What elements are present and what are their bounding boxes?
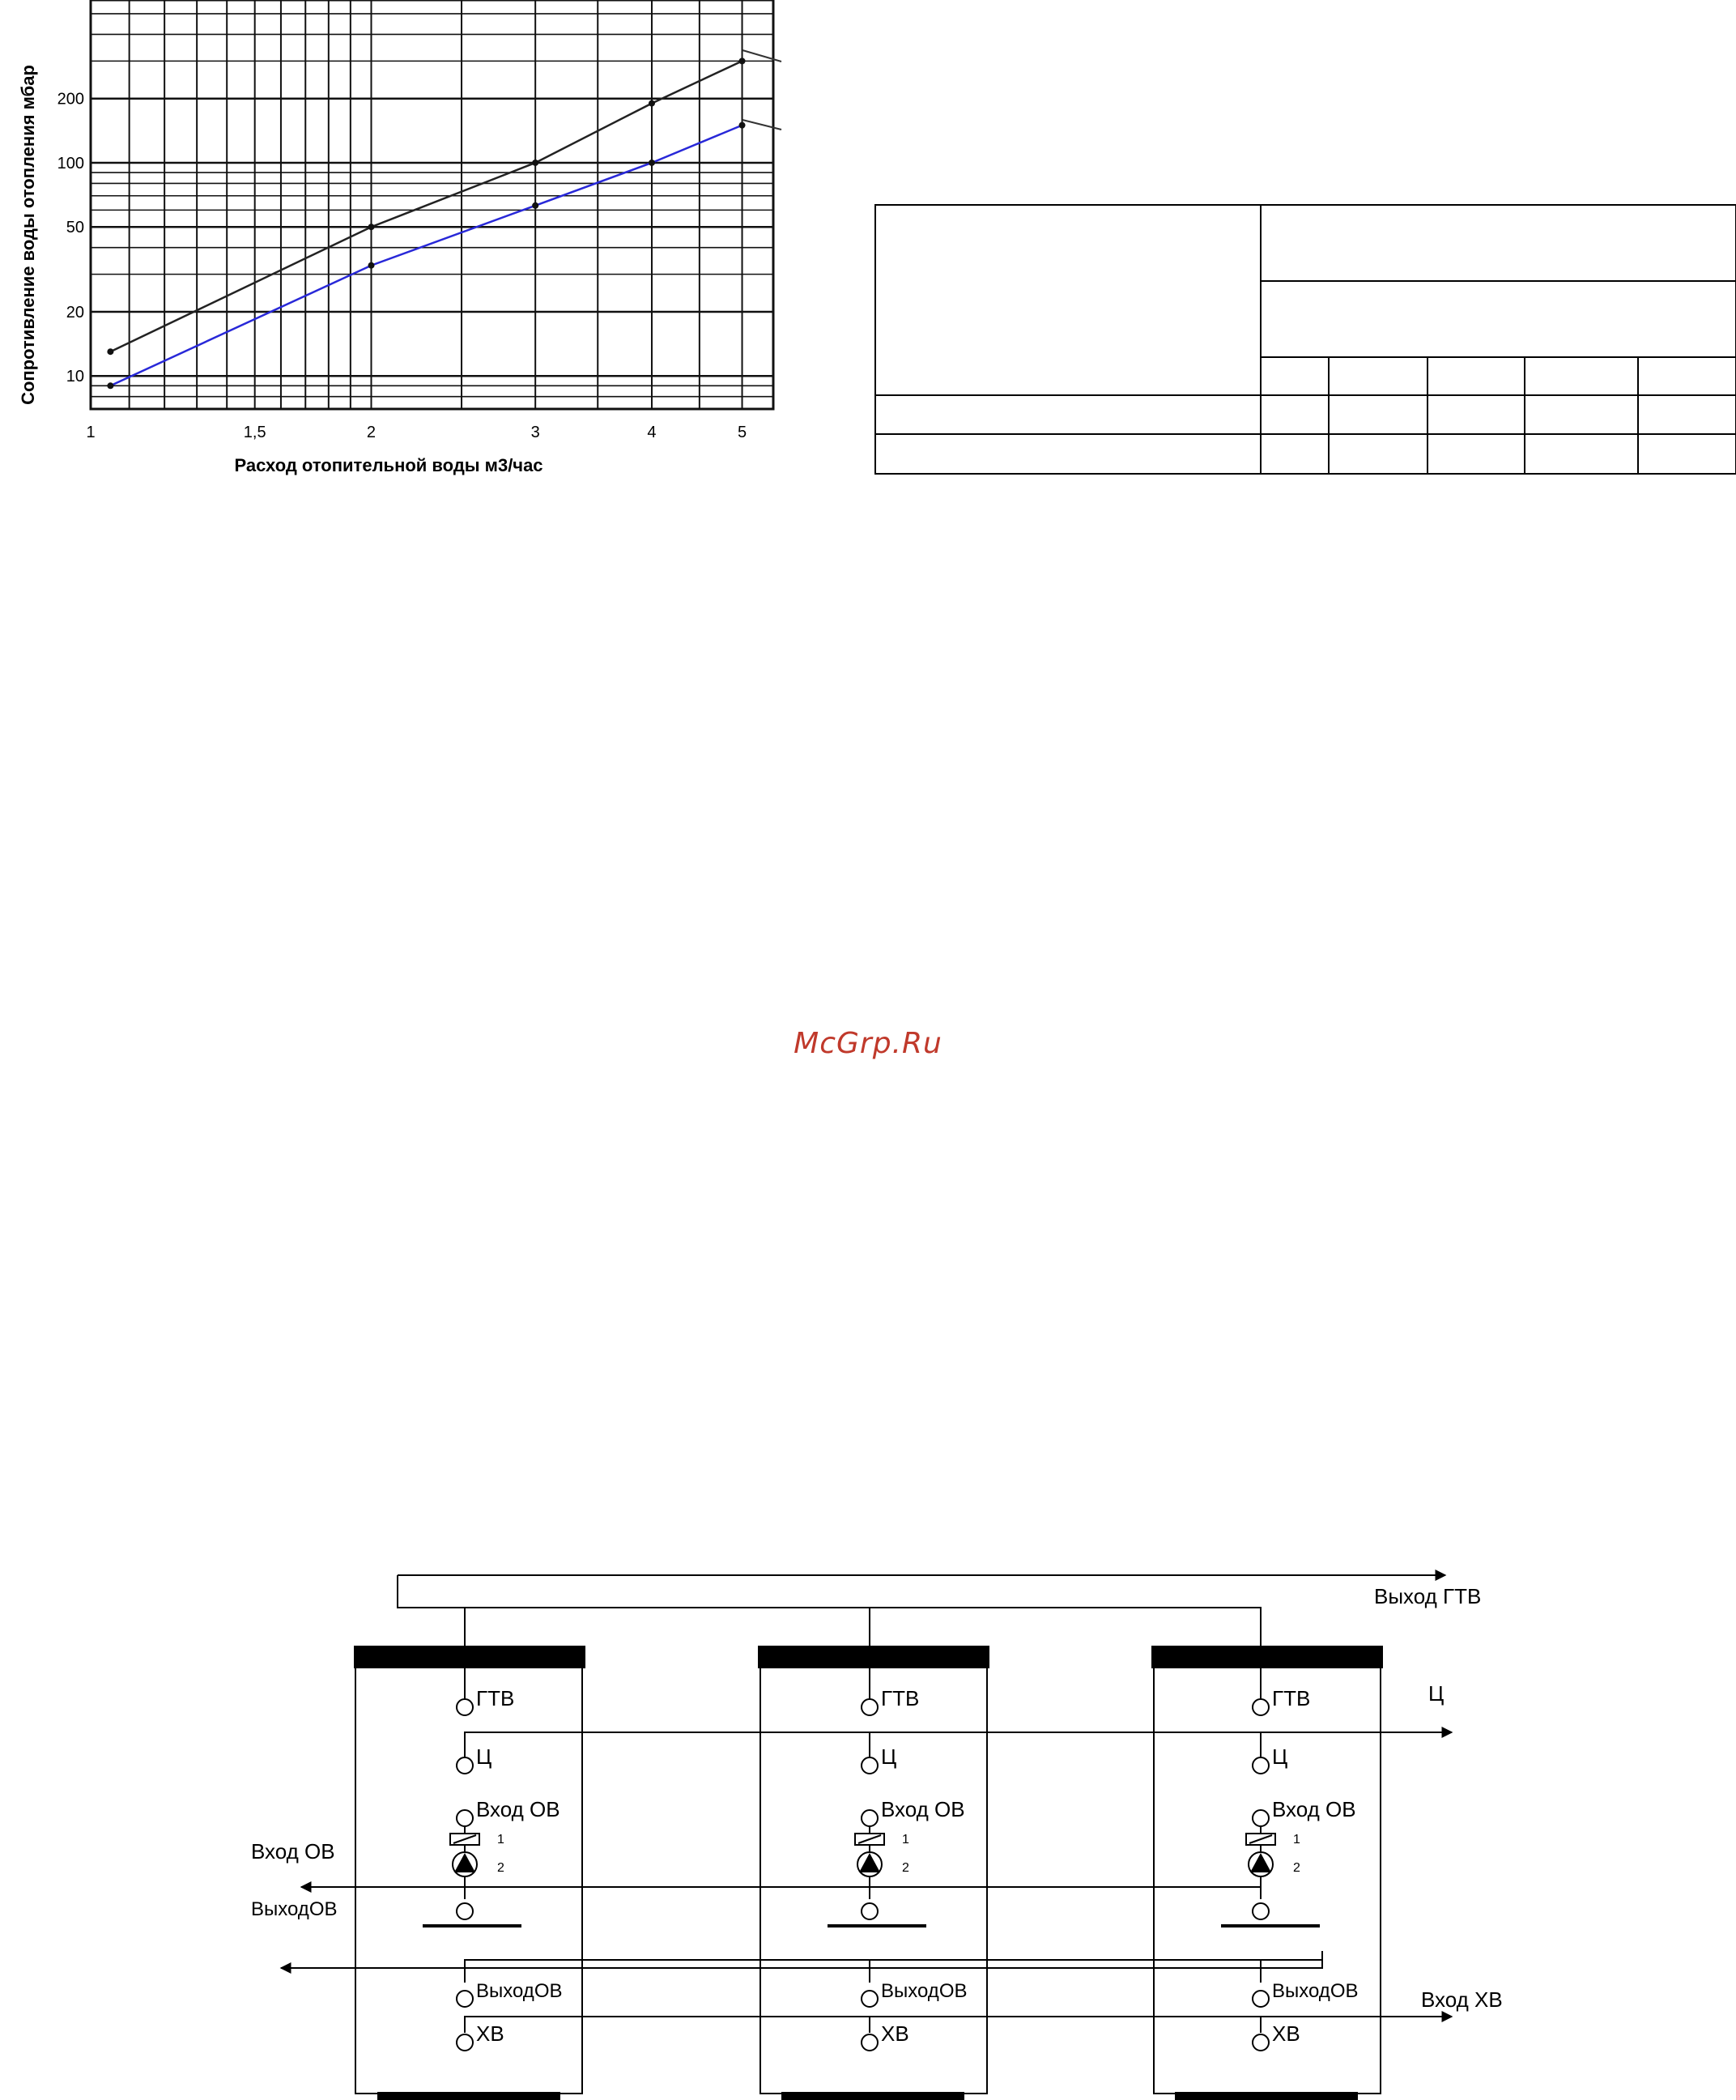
x-tick-label: 4 (647, 424, 657, 441)
tank-1-port (457, 2034, 473, 2051)
tank-3-label-two: 2 (1293, 1861, 1300, 1875)
tank-2-label-hv: ХВ (881, 2021, 909, 2046)
watermark: McGrp.Ru (794, 1027, 942, 1060)
y-tick-label: 100 (57, 154, 84, 173)
tank-3-port (1253, 2034, 1269, 2051)
tank-2-base (781, 2092, 964, 2100)
tank-3-port (1253, 1757, 1269, 1774)
tank-2-top-cap (758, 1646, 989, 1668)
tank-3-port (1253, 1699, 1269, 1715)
tank-1-label-vyhod_ov: ВыходОВ (476, 1980, 563, 2002)
label-out-gtv: Выход ГТВ (1374, 1584, 1482, 1608)
label-in-ov: Вход ОВ (251, 1839, 335, 1864)
tank-3-port (1253, 1903, 1269, 1919)
label-out-ov: ВыходОВ (251, 1898, 338, 1920)
tank-3-label-vhod_ov: Вход ОВ (1272, 1797, 1356, 1821)
x-axis-label: Расход отопительной воды м3/час (234, 455, 543, 475)
label-in-ts: Ц (1428, 1681, 1445, 1706)
tank-2-port (862, 2034, 878, 2051)
y-tick-label: 20 (66, 303, 84, 322)
tank-3-port (1253, 1991, 1269, 2007)
y-tick-label: 200 (57, 90, 84, 109)
tank-ports (450, 1686, 1359, 2051)
y-tick-label: 50 (66, 219, 84, 237)
label-in-hv: Вход ХВ (1421, 1987, 1503, 2012)
x-tick-label: 2 (366, 424, 377, 441)
tank-2-label-vhod_ov: Вход ОВ (881, 1797, 965, 1821)
tank-1-port (457, 1757, 473, 1774)
y-axis-label: Сопротивление воды отопления мбар (18, 65, 38, 405)
tank-1-top-cap (354, 1646, 585, 1668)
tank-1-port (457, 1699, 473, 1715)
tank-1-base (377, 2092, 560, 2100)
tank-1-label-vhod_ov: Вход ОВ (476, 1797, 560, 1821)
tank-1-port (457, 1903, 473, 1919)
tank-2-label-vyhod_ov: ВыходОВ (881, 1980, 968, 2002)
tank-2-label-ts: Ц (881, 1744, 897, 1769)
tank-1-label-gtv: ГТВ (476, 1686, 515, 1710)
tank-1-label-hv: ХВ (476, 2021, 504, 2046)
tank-2-label-two: 2 (902, 1861, 909, 1875)
cold-water-inlet-pipe (465, 2017, 1452, 2033)
tank-1-port (457, 1991, 473, 2007)
tank-2-label-gtv: ГТВ (881, 1686, 920, 1710)
x-tick-label: 1,5 (243, 424, 266, 441)
tank-1-label-one: 1 (497, 1833, 504, 1847)
tank-2-port (862, 1903, 878, 1919)
tank-1-port (457, 1810, 473, 1826)
tank-2-port (862, 1699, 878, 1715)
tank-3-label-gtv: ГТВ (1272, 1686, 1311, 1710)
circulation-pipe (465, 1732, 1452, 1757)
tank-1-label-two: 2 (497, 1861, 504, 1875)
x-tick-label: 3 (530, 424, 540, 441)
y-tick-label: 10 (66, 368, 84, 386)
x-tick-label: 1 (86, 424, 96, 441)
tank-3-label-ts: Ц (1272, 1744, 1288, 1769)
tank-3-label-hv: ХВ (1272, 2021, 1300, 2046)
tank-3-port (1253, 1810, 1269, 1826)
tank-3-label-one: 1 (1293, 1833, 1300, 1847)
tank-1-label-ts: Ц (476, 1744, 492, 1769)
x-tick-label: 5 (737, 424, 747, 441)
tank-2-port (862, 1810, 878, 1826)
tank-2-port (862, 1991, 878, 2007)
tank-3-label-vyhod_ov: ВыходОВ (1272, 1980, 1359, 2002)
tank-2-port (862, 1757, 878, 1774)
tank-2-label-one: 1 (902, 1833, 909, 1847)
tank-3-top-cap (1151, 1646, 1383, 1668)
tank-3-base (1175, 2092, 1358, 2100)
